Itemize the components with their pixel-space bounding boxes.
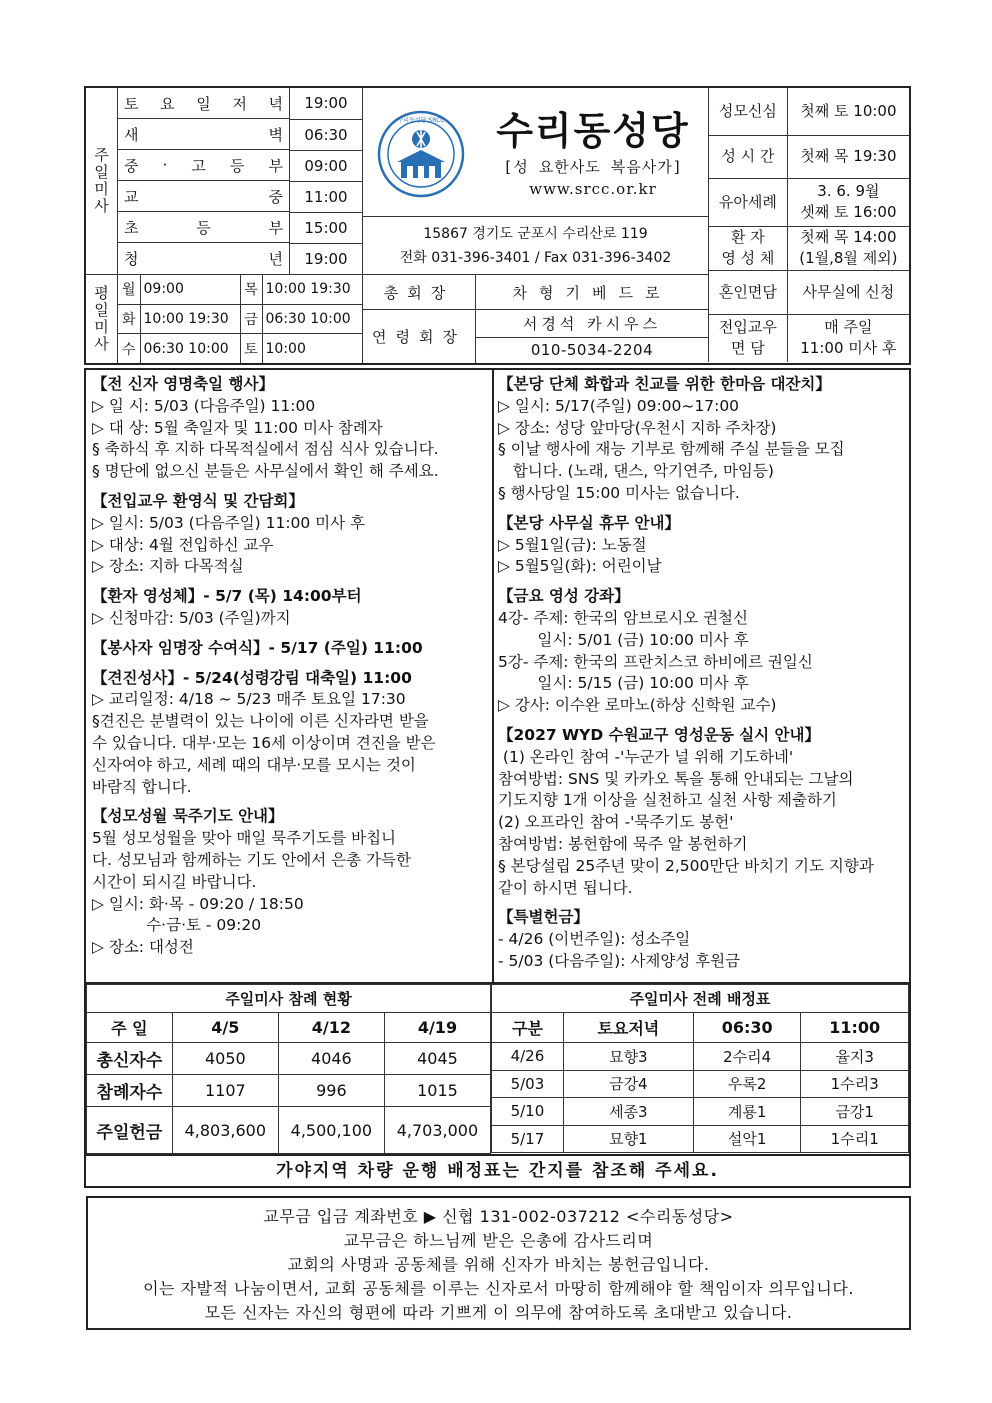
sunday-mass-name — [118, 243, 290, 274]
president-name: 차형기베드로 — [512, 284, 672, 302]
attendance-cell: 총신자수 — [87, 1043, 173, 1075]
announcement-line: ▷ 장소: 성당 앞마당(우천시 지하 주차장) — [498, 418, 777, 437]
announcement-line: § 축하식 후 지하 다목적실에서 점심 식사 있습니다. — [92, 440, 439, 459]
tithe-line: 교회의 사명과 공동체를 위해 신자가 바치는 봉헌금입니다. — [287, 1255, 710, 1274]
schedule-row — [492, 1098, 909, 1126]
announcement-section — [92, 668, 490, 799]
attendance-cell: 4,803,600 — [172, 1107, 278, 1154]
sunday-mass-name-char: 등 — [196, 218, 211, 237]
announcement-line: ▷ 장소: 대성전 — [92, 938, 194, 957]
sunday-mass-name-char: 교 — [124, 187, 139, 206]
sunday-mass-name-char: 등 — [229, 156, 245, 175]
church-logo-box — [362, 88, 708, 217]
announcement-title: 【전입교우 환영식 및 간담회】 — [92, 491, 304, 510]
announcement-line: (1) 온라인 참여 -'누군가 널 위해 기도하네' — [498, 747, 794, 766]
sunday-mass-name — [118, 150, 290, 181]
sunday-mass-name-char: 부 — [268, 218, 283, 237]
sunday-mass-name — [118, 181, 290, 212]
weekday-mass-label-box — [86, 274, 118, 363]
announcement-title: 【견진성사】- 5/24(성령강림 대축일) 11:00 — [92, 668, 412, 687]
announcement-line: 5월 성모성월을 맞아 매일 묵주기도를 바칩니 — [92, 829, 397, 848]
sunday-mass-row — [118, 119, 362, 150]
info-row — [709, 88, 910, 135]
weekday-mass-row — [118, 334, 362, 364]
info-key: 전입교우 면 담 — [709, 314, 788, 362]
attendance-header-cell: 4/19 — [384, 1013, 490, 1043]
schedule-cell: 5/17 — [492, 1125, 564, 1153]
info-value: 첫째 목 19:30 — [787, 135, 909, 178]
attendance-caption: 주일미사 참례 현황 — [87, 985, 491, 1013]
attendance-cell: 참례자수 — [87, 1075, 173, 1107]
announcement-line: ▷ 장소: 지하 다목적실 — [92, 557, 244, 576]
info-row — [709, 314, 910, 362]
church-subtitle: [성 요한사도 복음사가] — [503, 158, 683, 176]
announcement-section — [92, 586, 490, 630]
sunday-mass-label-box — [86, 88, 118, 274]
announcement-section — [92, 806, 490, 959]
announcement-line: § 이날 행사에 재능 기부로 함께해 주실 분들을 모집 — [498, 440, 845, 459]
announcement-title: 【2027 WYD 수원교구 영성운동 실시 안내】 — [498, 725, 820, 744]
announcement-section — [92, 374, 490, 483]
weekday-day: 토 — [240, 334, 262, 364]
weekday-time: 10:00 19:30 — [262, 275, 362, 305]
sunday-mass-time: 09:00 — [290, 150, 362, 181]
sunday-mass-name-char: 녁 — [268, 94, 283, 113]
schedule-cell: 1수리1 — [801, 1125, 909, 1153]
schedule-cell: 설악1 — [693, 1125, 801, 1153]
info-row — [709, 226, 910, 270]
schedule-row — [492, 1070, 909, 1098]
weekday-mass-label: 평일미사 — [92, 285, 110, 353]
sunday-mass-name-char: 중 — [124, 156, 139, 175]
tithe-line: 교무금은 하느님께 받은 은총에 감사드리며 — [343, 1231, 654, 1250]
attendance-cell: 4,703,000 — [384, 1107, 490, 1154]
schedule-cell: 금강1 — [801, 1098, 909, 1126]
attendance-row — [87, 1043, 491, 1075]
sunday-mass-name-char: 부 — [268, 156, 283, 175]
info-row — [709, 270, 910, 314]
announcement-section — [498, 513, 908, 578]
info-row — [709, 178, 910, 226]
sunday-mass-name — [118, 212, 290, 243]
announcement-line: 참여방법: 봉헌함에 묵주 알 봉헌하기 — [498, 834, 748, 853]
weekday-day: 월 — [118, 275, 140, 305]
announcement-line: 수·금·토 - 09:20 — [92, 916, 262, 935]
sunday-mass-row — [118, 243, 362, 274]
announcement-title: 【금요 영성 강좌】 — [498, 587, 630, 606]
attendance-row — [87, 1107, 491, 1154]
parish-info-table — [708, 88, 909, 362]
announcement-line: § 본당설립 25주년 맞이 2,500만단 바치기 기도 지향과 — [498, 856, 874, 875]
weekday-mass-row — [118, 275, 362, 305]
info-key: 성모신심 — [709, 88, 788, 135]
announcement-title: 【전 신자 영명축일 행사】 — [92, 375, 274, 393]
announcement-line: ▷ 5월1일(금): 노동절 — [498, 535, 647, 554]
announcement-line: 일시: 5/15 (금) 10:00 미사 후 — [498, 674, 749, 693]
schedule-cell: 묘향1 — [563, 1125, 693, 1153]
announcement-line: ▷ 강사: 이수완 로마노(하상 신학원 교수) — [498, 696, 777, 715]
announcement-section — [498, 725, 908, 899]
schedule-header-row — [492, 1013, 909, 1043]
sunday-mass-name-char: 토 — [124, 94, 139, 113]
sunday-mass-name-char: 중 — [268, 187, 283, 206]
announcement-title: 【본당 단체 화합과 친교를 위한 한마음 대잔치】 — [498, 375, 831, 393]
info-value: 3. 6. 9월 셋째 토 16:00 — [787, 178, 909, 226]
attendance-header-row — [87, 1013, 491, 1043]
announcement-line: ▷ 교리일정: 4/18 ~ 5/23 매주 토요일 17:30 — [92, 690, 406, 709]
announcement-section — [498, 374, 908, 505]
tithe-line: 이는 자발적 나눔이면서, 교회 공동체를 이루는 신자로서 마땅히 함께해야 할 책임이자 의무입니다. — [143, 1279, 854, 1298]
schedule-cell: 2수리4 — [693, 1043, 801, 1071]
weekday-day: 금 — [240, 304, 262, 334]
sunday-mass-table — [118, 88, 362, 274]
schedule-caption: 주일미사 전례 배정표 — [492, 985, 909, 1013]
weekday-day: 수 — [118, 334, 140, 364]
info-value: 첫째 토 10:00 — [787, 88, 909, 135]
attendance-cell: 4,500,100 — [278, 1107, 384, 1154]
announcement-line: 합니다. (노래, 댄스, 악기연주, 마임등) — [498, 462, 774, 481]
attendance-cell: 1107 — [172, 1075, 278, 1107]
announcement-line: ▷ 일시: 화·목 - 09:20 / 18:50 — [92, 894, 304, 913]
announcement-line: ▷ 대 상: 5월 축일자 및 11:00 미사 참례자 — [92, 418, 383, 437]
sunday-mass-row — [118, 181, 362, 212]
schedule-cell: 5/10 — [492, 1098, 564, 1126]
info-value: 첫째 목 14:00 (1월,8월 제외) — [787, 226, 909, 270]
announcement-line: ▷ 일시: 5/03 (다음주일) 11:00 미사 후 — [92, 513, 366, 532]
weekday-time: 10:00 19:30 — [140, 304, 240, 334]
announcement-line: § 행사당일 15:00 미사는 없습니다. — [498, 483, 740, 502]
announcement-section — [92, 638, 490, 660]
stats-section — [84, 984, 911, 1188]
sunday-mass-name-char: 년 — [268, 250, 283, 268]
schedule-header-cell: 토요저녁 — [563, 1013, 693, 1043]
announcement-line: 다. 성모님과 함께하는 기도 안에서 은총 가득한 — [92, 850, 411, 869]
schedule-header-cell: 06:30 — [693, 1013, 801, 1043]
bulletin-header — [84, 86, 911, 365]
sunday-mass-name-char: · — [162, 156, 168, 174]
schedule-cell: 금강4 — [563, 1070, 693, 1098]
sunday-mass-name-char: 일 — [196, 94, 211, 113]
weekday-time: 06:30 10:00 — [140, 334, 240, 364]
church-logo-icon — [377, 110, 465, 198]
announcement-line: (2) 오프라인 참여 -'묵주기도 봉헌' — [498, 813, 734, 832]
sunday-mass-time: 19:00 — [290, 88, 362, 119]
attendance-header-cell: 주 일 — [87, 1013, 173, 1043]
schedule-cell: 4/26 — [492, 1043, 564, 1071]
elder-name: 서경석 카시우스 — [522, 315, 662, 333]
announcement-line: 시간이 되시길 바랍니다. — [92, 872, 257, 891]
weekday-day: 목 — [240, 275, 262, 305]
church-phone: 전화 031-396-3401 / Fax 031-396-3402 — [399, 250, 672, 266]
council-box — [362, 274, 708, 363]
attendance-cell: 주일헌금 — [87, 1107, 173, 1154]
tithe-line: 교무금 입금 계좌번호 ▶ 신협 131-002-037212 <수리동성당> — [263, 1207, 734, 1226]
president-label: 총회장 — [383, 284, 455, 302]
announcements — [84, 368, 911, 984]
info-row — [709, 135, 910, 178]
sunday-mass-time: 06:30 — [290, 119, 362, 150]
attendance-cell: 4045 — [384, 1043, 490, 1075]
announcement-line: 바람직 합니다. — [92, 777, 192, 796]
attendance-cell: 4046 — [278, 1043, 384, 1075]
sunday-mass-time: 11:00 — [290, 181, 362, 212]
church-address: 15867 경기도 군포시 수리산로 119 — [423, 226, 648, 242]
announcement-line: 일시: 5/01 (금) 10:00 미사 후 — [498, 630, 749, 649]
announcement-section — [498, 907, 908, 972]
schedule-cell: 묘향3 — [563, 1043, 693, 1071]
sunday-mass-name — [118, 119, 290, 150]
info-key: 성 시 간 — [709, 135, 788, 178]
announcement-line: §견진은 분별력이 있는 나이에 이른 신자라면 받을 — [92, 712, 429, 731]
announcement-line: 신자여야 하고, 세례 때의 대부·모를 모시는 것이 — [92, 755, 416, 774]
church-website-link[interactable]: www.srcc.or.kr — [529, 180, 657, 198]
announcement-title: 【본당 사무실 휴무 안내】 — [498, 513, 680, 532]
tithe-notice — [86, 1196, 911, 1330]
sunday-mass-name-char: 청 — [124, 250, 139, 268]
schedule-row — [492, 1043, 909, 1071]
announcement-line: ▷ 일 시: 5/03 (다음주일) 11:00 — [92, 396, 316, 415]
schedule-cell: 1수리3 — [801, 1070, 909, 1098]
schedule-cell: 우록2 — [693, 1070, 801, 1098]
schedule-cell: 5/03 — [492, 1070, 564, 1098]
announcement-line: ▷ 신청마감: 5/03 (주일)까지 — [92, 608, 291, 627]
sunday-mass-name-char: 고 — [191, 156, 206, 175]
info-value: 매 주일 11:00 미사 후 — [800, 318, 897, 358]
logo-text: 수리동성당 SRCC — [397, 117, 445, 124]
attendance-cell: 1015 — [384, 1075, 490, 1107]
announcement-line: 5강- 주제: 한국의 프란치스코 하비에르 권일신 — [498, 652, 813, 671]
schedule-cell: 율지3 — [801, 1043, 909, 1071]
announcement-line: - 4/26 (이번주일): 성소주일 — [498, 930, 691, 949]
sunday-mass-name — [118, 88, 290, 119]
shuttle-notice: 가야지역 차량 운행 배정표는 간지를 참조해 주세요. — [86, 1154, 909, 1186]
announcements-left — [92, 374, 490, 967]
tithe-line: 모든 신자는 자신의 형편에 따라 기쁘게 이 의무에 참여하도록 초대받고 있습니다. — [204, 1303, 793, 1322]
announcement-title: 【환자 영성체】- 5/7 (목) 14:00부터 — [92, 587, 362, 606]
schedule-header-cell: 구분 — [492, 1013, 564, 1043]
info-key: 환 자 영 성 체 — [709, 226, 788, 270]
sunday-mass-label: 주일미사 — [92, 147, 110, 215]
announcement-line: 수 있습니다. 대부·모는 16세 이상이며 견진을 받은 — [92, 733, 436, 752]
schedule-cell: 세종3 — [563, 1098, 693, 1126]
sunday-mass-name-char: 벽 — [268, 125, 283, 144]
info-key: 유아세례 — [709, 178, 788, 226]
weekday-day: 화 — [118, 304, 140, 334]
attendance-table — [86, 984, 491, 1154]
sunday-mass-row — [118, 150, 362, 181]
liturgy-schedule-table — [491, 984, 909, 1153]
announcement-line: - 5/03 (다음주일): 사제양성 후원금 — [498, 951, 741, 970]
attendance-cell: 996 — [278, 1075, 384, 1107]
weekday-mass-table — [118, 274, 362, 363]
schedule-caption-row — [492, 985, 909, 1013]
sunday-mass-name-char: 요 — [160, 94, 175, 113]
sunday-mass-name-char: 초 — [124, 218, 139, 237]
attendance-caption-row — [87, 985, 491, 1013]
announcement-line: ▷ 대상: 4월 전입하신 교우 — [92, 535, 274, 554]
announcement-section — [498, 586, 908, 717]
weekday-time: 10:00 — [265, 340, 306, 357]
announcement-section — [92, 491, 490, 578]
sunday-mass-name-char: 저 — [232, 94, 247, 113]
announcement-title: 【특별헌금】 — [498, 908, 589, 927]
announcement-line: § 명단에 없으신 분들은 사무실에서 확인 해 주세요. — [92, 462, 439, 481]
sunday-mass-name-char: 새 — [124, 125, 139, 144]
weekday-time: 06:30 10:00 — [262, 304, 362, 334]
elder-label: 연령회장 — [372, 328, 466, 346]
announcement-line: 기도지향 1개 이상을 실천하고 실천 사항 제출하기 — [498, 791, 837, 810]
attendance-cell: 4050 — [172, 1043, 278, 1075]
weekday-time: 09:00 — [140, 275, 240, 305]
schedule-row — [492, 1125, 909, 1153]
announcement-title: 【봉사자 임명장 수여식】- 5/17 (주일) 11:00 — [92, 638, 423, 657]
attendance-header-cell: 4/12 — [278, 1013, 384, 1043]
announcement-title: 【성모성월 묵주기도 안내】 — [92, 807, 284, 826]
sunday-mass-time: 15:00 — [290, 212, 362, 243]
elder-phone: 010-5034-2204 — [530, 341, 654, 359]
announcement-line: 같이 하시면 됩니다. — [498, 878, 633, 897]
church-name: 수리동성당 — [496, 109, 690, 153]
announcement-line: ▷ 일시: 5/17(주일) 09:00~17:00 — [498, 396, 740, 415]
announcement-line: 4강- 주제: 한국의 암브로시오 권철신 — [498, 608, 749, 627]
info-key: 혼인면담 — [709, 270, 788, 314]
schedule-header-cell: 11:00 — [801, 1013, 909, 1043]
schedule-cell: 계룡1 — [693, 1098, 801, 1126]
announcements-right — [498, 374, 908, 981]
sunday-mass-row — [118, 88, 362, 119]
address-box — [362, 217, 708, 274]
announcement-line: ▷ 5월5일(화): 어린이날 — [498, 557, 662, 576]
announcement-line: 참여방법: SNS 및 카카오 톡을 통해 안내되는 그날의 — [498, 769, 854, 788]
weekday-mass-row — [118, 304, 362, 334]
sunday-mass-time: 19:00 — [304, 249, 348, 268]
attendance-header-cell: 4/5 — [172, 1013, 278, 1043]
sunday-mass-row — [118, 212, 362, 243]
attendance-row — [87, 1075, 491, 1107]
info-value: 사무실에 신청 — [787, 270, 909, 314]
